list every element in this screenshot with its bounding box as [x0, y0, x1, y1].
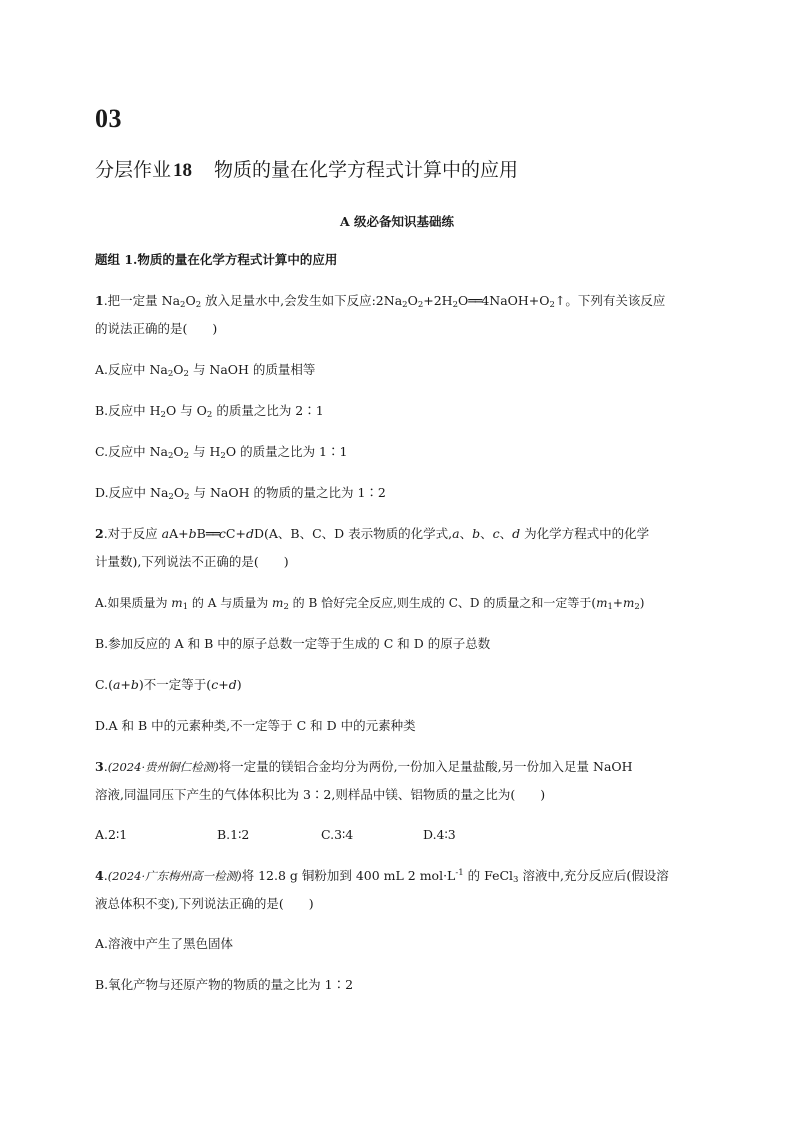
question-3-options [95, 821, 697, 849]
question-number: 2 [95, 526, 104, 541]
title-text: 物质的量在化学方程式计算中的应用 [214, 159, 519, 181]
title-prefix: 分层作业 [95, 159, 172, 181]
chapter-number: 03 [95, 104, 122, 133]
question-3-option-c: C.3∶4 [321, 827, 354, 842]
question-source: (2024·贵州铜仁检测) [107, 760, 219, 774]
question-2-stem-line2: 计量数),下列说法不正确的是( ) [95, 554, 289, 569]
question-3-stem-text: 将一定量的镁铝合金均分为两份,一份加入足量盐酸,另一份加入足量 NaOH [218, 759, 633, 774]
question-number: 4 [95, 868, 104, 883]
question-2-option-c: C.(a+b)不一定等于(c+d) [95, 677, 242, 692]
question-source: (2024·广东梅州高一检测) [107, 869, 242, 883]
group-heading: 题组 1.物质的量在化学方程式计算中的应用 [95, 252, 338, 267]
question-number: 1 [95, 293, 104, 308]
question-2-option-d: D.A 和 B 中的元素种类,不一定等于 C 和 D 中的元素种类 [95, 718, 416, 733]
question-4-option-a: A.溶液中产生了黑色固体 [95, 936, 234, 951]
question-3-option-d: D.4∶3 [423, 827, 456, 842]
question-2-stem-line1: 2.对于反应 aA+bB══cC+dD(A、B、C、D 表示物质的化学式,a、b、c、d 为化学方程式中的化学 [95, 526, 650, 541]
question-1-option-c: C.反应中 $Na_2O_2$ 与 $H_2O$ 的质量之比为 1∶1 [95, 444, 348, 461]
title-number: 18 [173, 160, 193, 181]
question-number: 3 [95, 759, 104, 774]
question-4-option-b: B.氧化产物与还原产物的物质的量之比为 1∶2 [95, 977, 354, 992]
homework-title [95, 155, 518, 182]
question-4-stem-line2: 液总体积不变),下列说法正确的是( ) [95, 896, 314, 911]
question-1-stem-line2: 的说法正确的是( ) [95, 321, 218, 336]
question-3-stem-line1: 3.(2024·贵州铜仁检测)将一定量的镁铝合金均分为两份,一份加入足量盐酸,另一份加入足量 NaOH [95, 759, 633, 774]
question-1-option-a: A.反应中 $Na_2O_2$ 与 NaOH 的质量相等 [95, 362, 316, 379]
question-2-option-b: B.参加反应的 A 和 B 中的原子总数一定等于生成的 C 和 D 的原子总数 [95, 636, 491, 651]
question-3-option-b: B.1∶2 [217, 827, 250, 842]
question-1-option-d: D.反应中 $Na_2O_2$ 与 NaOH 的物质的量之比为 1∶2 [95, 485, 386, 502]
question-3-stem-line2: 溶液,同温同压下产生的气体体积比为 3∶2,则样品中镁、铝物质的量之比为( ) [95, 787, 546, 802]
question-4-stem-line1: 4.(2024·广东梅州高一检测)将 12.8 g 铜粉加到 400 mL 2 $mol\cdot L^{-1}$ 的 FeCl$_3$ 溶液中,充分反应后(假设溶 [95, 868, 669, 885]
level-heading: A 级必备知识基础练 [339, 214, 455, 229]
question-2-option-a: A.如果质量为 $m_1$ 的 A 与质量为 $m_2$ 的 B 恰好完全反应,则生成的 C、D 的质量之和一定等于$(m_1+m_2)$ [95, 596, 645, 612]
question-3-option-a: A.2∶1 [95, 827, 128, 842]
question-1-option-b: B.反应中 $H_2O$ 与 $O_2$ 的质量之比为 2∶1 [95, 403, 324, 420]
question-1-stem-line1: 1.把一定量 $Na_2O_2$ 放入足量水中,会发生如下反应$:2Na_2O_2+2H_2O══4NaOH+O_2↑$。下列有关该反应 [95, 293, 666, 310]
